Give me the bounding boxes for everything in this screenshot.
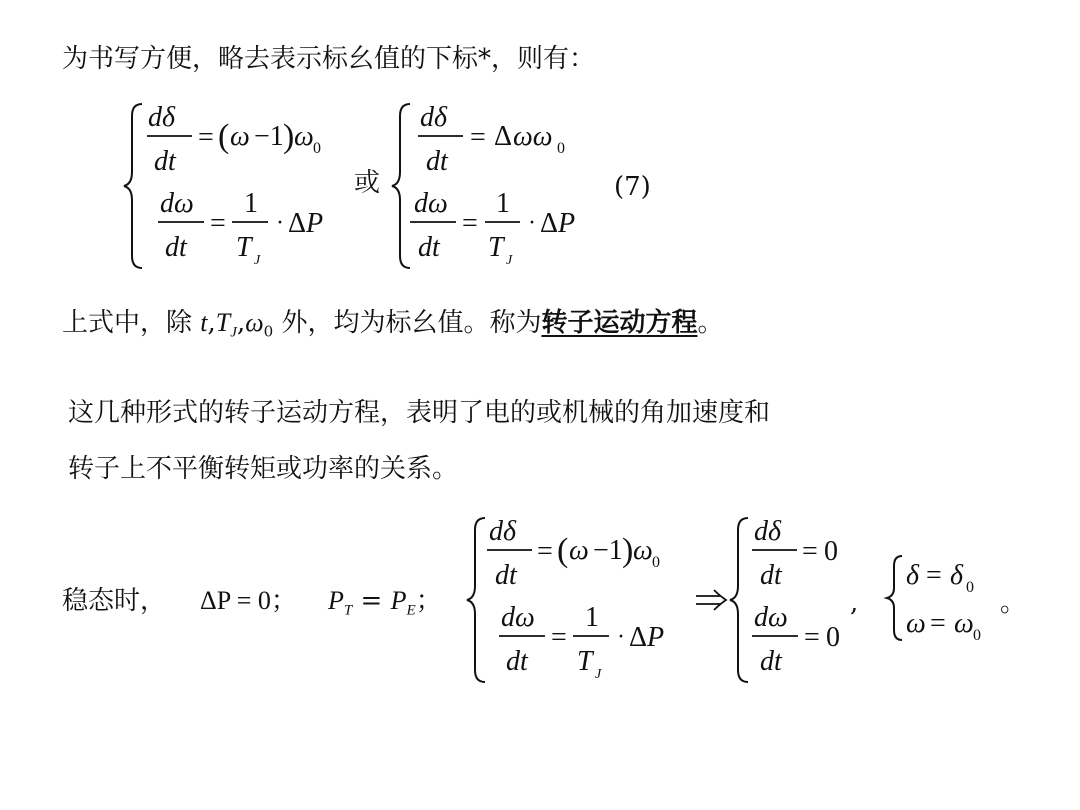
svg-text:0: 0 (826, 622, 840, 653)
comma: , (850, 588, 859, 618)
svg-text:Δ: Δ (494, 121, 513, 152)
svg-text:=: = (470, 122, 486, 153)
svg-text:1: 1 (585, 602, 599, 633)
svg-text:dt: dt (506, 646, 528, 677)
svg-text:ω: ω (230, 121, 250, 152)
or-word: 或 (354, 168, 381, 198)
steady-condition-1 (200, 584, 297, 618)
svg-text:T: T (236, 232, 252, 263)
svg-text:J: J (254, 253, 261, 268)
svg-text:dω: dω (754, 602, 788, 633)
note-end: 。 (697, 308, 724, 338)
svg-text:=: = (551, 622, 567, 653)
svg-text:dt: dt (418, 232, 440, 263)
note-middle: 外，均为标幺值。称为 (281, 308, 542, 338)
svg-text:0: 0 (557, 140, 565, 157)
svg-text:ω: ω (906, 608, 926, 639)
svg-text:−1: −1 (254, 121, 284, 152)
svg-text:=: = (462, 208, 478, 239)
svg-text:ω: ω (569, 535, 589, 566)
svg-text:=: = (537, 536, 553, 567)
note-prefix: 上式中，除 (62, 308, 193, 338)
steady-condition-2 (328, 584, 442, 627)
svg-text:=: = (198, 122, 214, 153)
cond-PE-sub: E (406, 602, 416, 619)
svg-text:dδ: dδ (148, 102, 176, 133)
svg-text:0: 0 (966, 579, 974, 596)
cond-PT-sub: T (343, 602, 353, 619)
svg-text:): ) (622, 532, 634, 569)
svg-text:dt: dt (760, 560, 782, 591)
svg-text:P: P (558, 208, 576, 239)
svg-text:=: = (804, 622, 820, 653)
svg-text:dω: dω (160, 188, 194, 219)
svg-text:ω: ω (633, 535, 653, 566)
sep-1: ； (270, 586, 297, 616)
svg-text:ω: ω (294, 121, 314, 152)
svg-text:T: T (488, 232, 504, 263)
svg-text:1: 1 (244, 188, 258, 219)
end-mark: 。 (1000, 588, 1027, 618)
svg-text:Δ: Δ (540, 208, 559, 239)
steady-system-zero (728, 512, 858, 692)
svg-text:δ: δ (906, 560, 920, 591)
svg-text:(: ( (557, 532, 569, 569)
svg-text:·: · (528, 210, 536, 236)
svg-text:T: T (577, 646, 593, 677)
svg-text:dδ: dδ (754, 516, 782, 547)
svg-text:−1: −1 (593, 535, 623, 566)
equation-system-left (120, 98, 360, 278)
svg-text:Δ: Δ (629, 622, 648, 653)
svg-text:0: 0 (973, 627, 981, 644)
svg-text:dt: dt (165, 232, 187, 263)
note-line: 上式中，除 $t,T_J,\omega_0$ 外，均为标幺值。称为转子运动方程。 (62, 308, 724, 341)
svg-text:1: 1 (496, 188, 510, 219)
svg-text:dt: dt (154, 146, 176, 177)
equation-system-right (390, 98, 600, 278)
svg-text:dω: dω (414, 188, 448, 219)
svg-text:·: · (617, 624, 625, 650)
svg-text:=: = (926, 560, 942, 591)
svg-text:δ: δ (950, 560, 964, 591)
svg-text:dω: dω (501, 602, 535, 633)
cond-PE: P (390, 586, 407, 615)
var-omega-sub: 0 (263, 322, 274, 341)
svg-text:0: 0 (824, 536, 838, 567)
paragraph-line-2: 转子上不平衡转矩或功率的关系。 (68, 454, 459, 484)
svg-text:J: J (595, 667, 602, 682)
svg-text:=: = (802, 536, 818, 567)
svg-text:): ) (283, 118, 295, 155)
svg-text:dt: dt (426, 146, 448, 177)
equation-number: (7) (614, 172, 651, 202)
svg-text:=: = (210, 208, 226, 239)
var-omega: ω (245, 308, 264, 337)
var-T-sub: J (230, 324, 237, 341)
svg-text:0: 0 (652, 554, 660, 571)
term-rotor-equation: 转子运动方程 (541, 308, 698, 338)
steady-system-full (465, 512, 695, 692)
svg-text:(: ( (218, 118, 230, 155)
cond-eq: = (352, 586, 391, 616)
svg-text:dt: dt (495, 560, 517, 591)
cond-dp: ΔP = 0 (200, 586, 271, 615)
svg-text:dt: dt (760, 646, 782, 677)
svg-text:dδ: dδ (489, 516, 517, 547)
implies-arrow-icon (694, 588, 730, 612)
svg-text:0: 0 (313, 140, 321, 157)
svg-text:·: · (276, 210, 284, 236)
svg-text:ω: ω (954, 608, 974, 639)
intro-line: 为书写方便，略去表示标幺值的下标*，则有： (62, 44, 596, 74)
svg-text:P: P (306, 208, 324, 239)
svg-text:Δ: Δ (288, 208, 307, 239)
svg-text:P: P (647, 622, 665, 653)
steady-label: 稳态时， (62, 586, 167, 616)
svg-text:=: = (930, 608, 946, 639)
cond-PT: P (328, 586, 344, 615)
svg-text:J: J (506, 253, 513, 268)
paragraph-line-1: 这几种形式的转子运动方程，表明了电的或机械的角加速度和 (68, 398, 771, 428)
svg-text:dδ: dδ (420, 102, 448, 133)
steady-system-result (884, 552, 1004, 652)
svg-text:ωω: ωω (513, 121, 553, 152)
var-T: T (215, 308, 231, 337)
var-t: t (200, 308, 208, 337)
sep-2: ； (415, 586, 442, 616)
